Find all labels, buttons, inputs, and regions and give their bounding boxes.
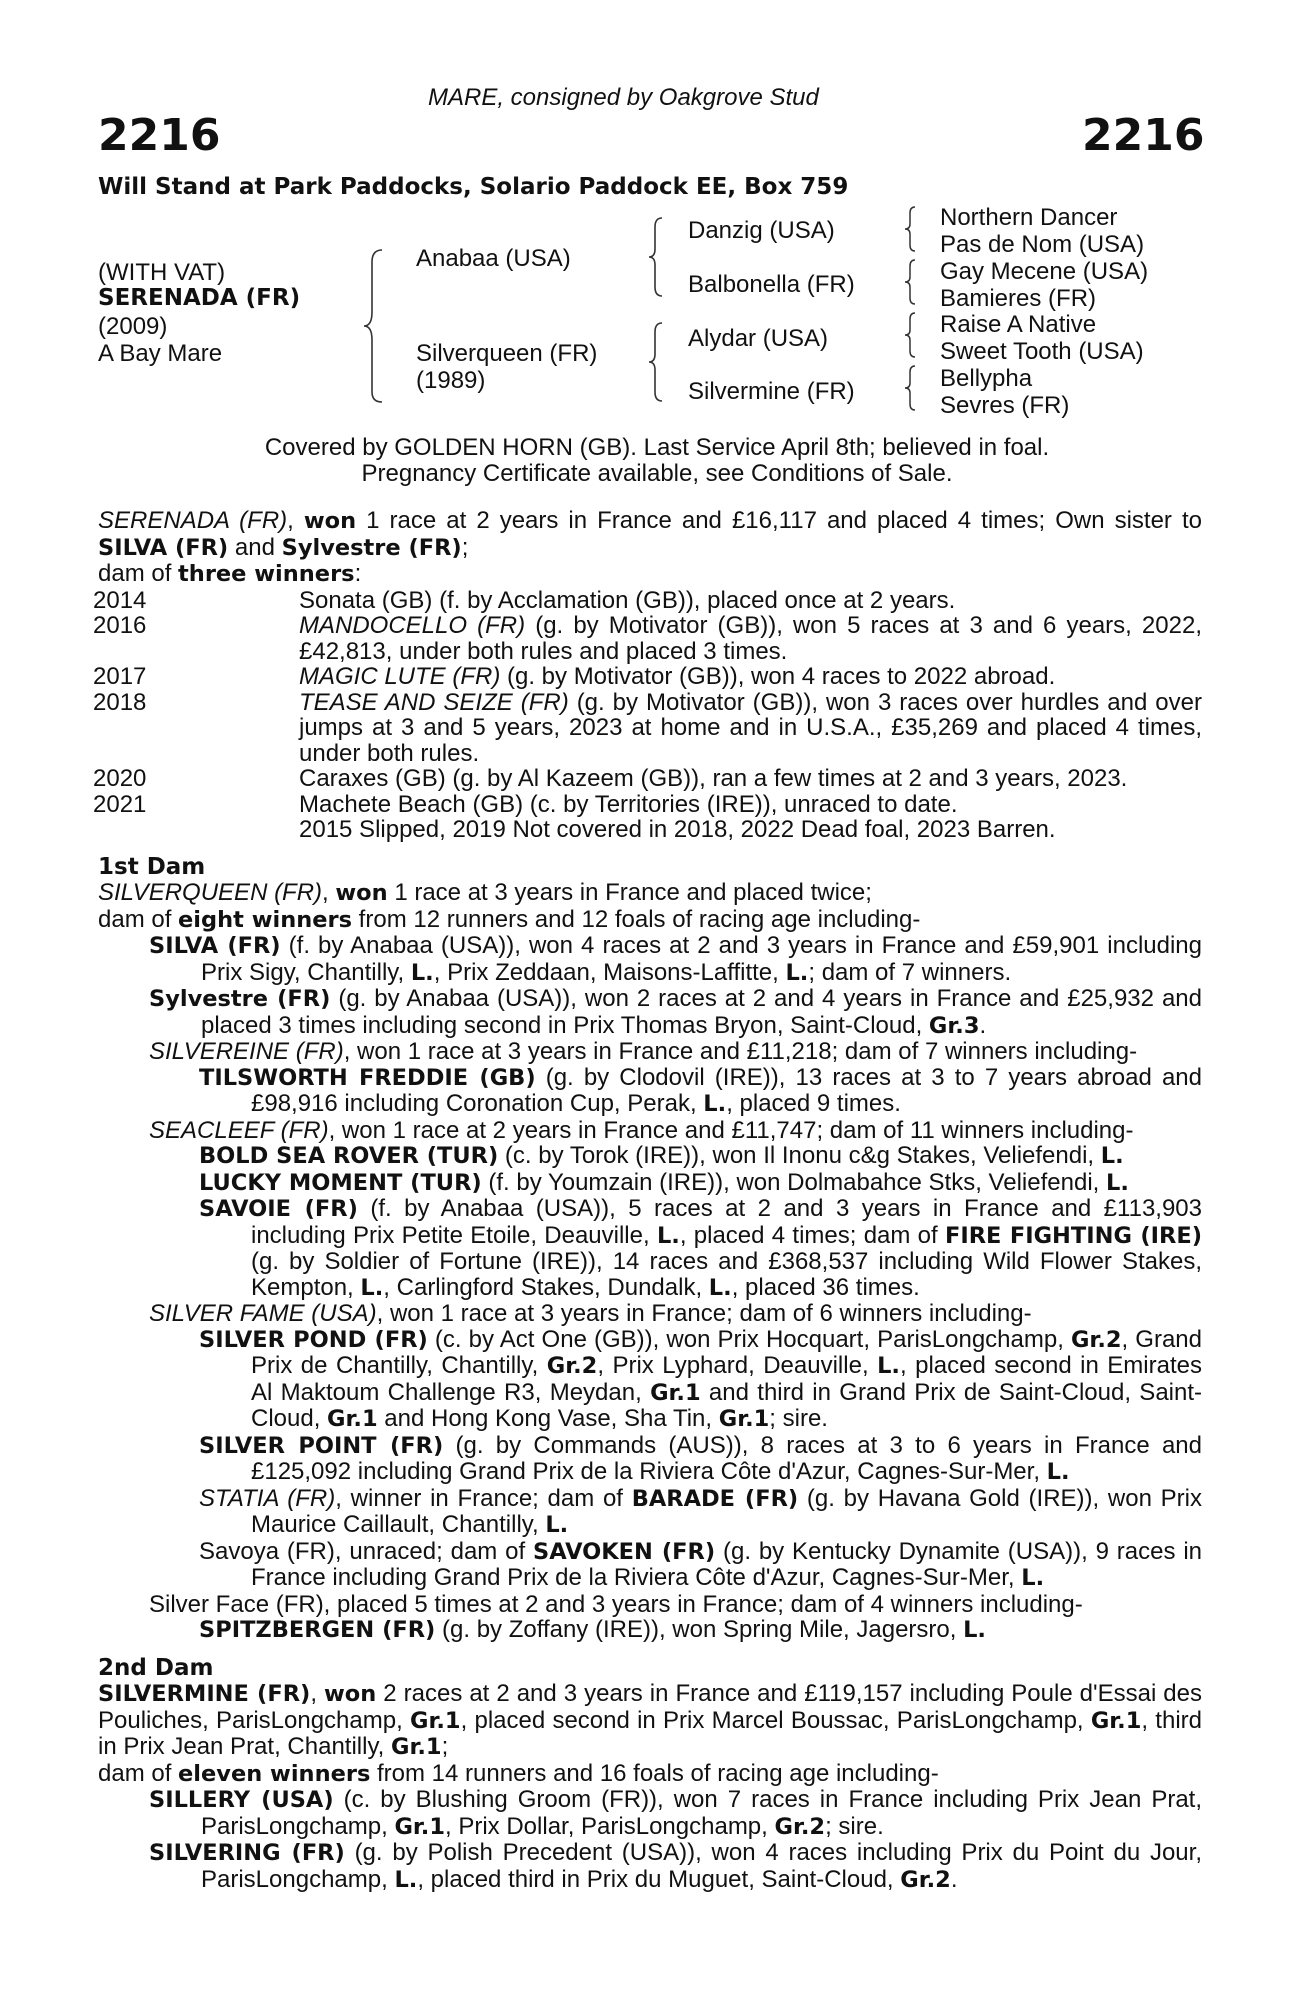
pedigree-ggs-1: Northern Dancer	[940, 204, 1118, 231]
first-dam-produce-summary: dam of eight winners from 12 runners and 12 foals of racing age including-	[98, 905, 921, 933]
pedigree-ggs-5: Raise A Native	[940, 311, 1097, 338]
produce-list	[93, 586, 1202, 818]
produce-name: TEASE AND SEIZE (FR)	[299, 688, 569, 716]
pedigree-brace-sire	[646, 215, 668, 299]
pedigree-brace-dam	[646, 320, 668, 404]
horse-name: SERENADA (FR)	[98, 285, 301, 311]
covered-line-1: Covered by GOLDEN HORN (GB). Last Service April 8th; believed in foal.	[264, 434, 1050, 461]
entry-silver-pond: SILVER POND (FR) (c. by Act One (GB)), won Prix Hocquart, ParisLongchamp, Gr.2, Grand Prix de Chantilly, Chantilly, Gr.2, Prix Lyphard, Deauville, L., placed second in Emirates Al Maktoum Challenge R3, Meydan, Gr.1 and third in Grand Prix de Saint-Cloud, Saint-Cloud, Gr.1 and Hong Kong Vase, Sha Tin, Gr.1; sire.	[199, 1325, 1202, 1432]
produce-name: Caraxes (GB)	[299, 765, 446, 792]
pedigree-brace-gg4	[902, 363, 920, 413]
consignor-line: MARE, consigned by Oakgrove Stud	[428, 84, 819, 111]
produce-details: (g. by Al Kazeem (GB)), ran a few times at 2 and 3 years, 2023.	[445, 765, 1128, 792]
lot-number-left: 2216	[98, 110, 221, 161]
pedigree-brace-main	[360, 246, 390, 406]
produce-year: 2014	[93, 586, 147, 614]
entry-silver-point: SILVER POINT (FR) (g. by Commands (AUS)), 8 races at 3 to 6 years in France and £125,092 including Grand Prix de la Riviera Côte d'Azur, Cagnes-Sur-Mer, L.	[199, 1431, 1202, 1485]
pedigree-ggs-8: Sevres (FR)	[940, 392, 1070, 419]
entry-lucky-moment: LUCKY MOMENT (TUR) (f. by Youmzain (IRE)), won Dolmabahce Stks, Veliefendi, L.	[199, 1168, 1129, 1196]
pedigree-granddam-1: Balbonella (FR)	[688, 271, 855, 298]
horse-year: (2009)	[98, 313, 168, 340]
pedigree-sire: Anabaa (USA)	[416, 245, 571, 272]
produce-item	[93, 663, 1202, 690]
lot-number-right: 2216	[1082, 110, 1205, 161]
mare-produce-summary: dam of three winners:	[98, 560, 362, 587]
barren-record: 2015 Slipped, 2019 Not covered in 2018, 2022 Dead foal, 2023 Barren.	[299, 816, 1056, 843]
produce-item	[93, 688, 1202, 767]
entry-seacleef: SEACLEEF (FR), won 1 race at 2 years in France and £11,747; dam of 11 winners including-	[149, 1116, 1134, 1144]
entry-savoya: Savoya (FR), unraced; dam of SAVOKEN (FR) (g. by Kentucky Dynamite (USA)), 9 races in France including Grand Prix de la Riviera Côte d'Azur, Cagnes-Sur-Mer, L.	[199, 1537, 1202, 1591]
pedigree-ggs-6: Sweet Tooth (USA)	[940, 338, 1144, 365]
entry-bold-sea-rover: BOLD SEA ROVER (TUR) (c. by Torok (IRE)), won Il Inonu c&g Stakes, Veliefendi, L.	[199, 1142, 1124, 1169]
horse-description: A Bay Mare	[98, 340, 223, 367]
produce-name: Machete Beach (GB)	[299, 790, 524, 818]
pedigree-brace-gg3	[902, 310, 920, 360]
covered-line-2: Pregnancy Certificate available, see Conditions of Sale.	[361, 460, 953, 487]
entry-silver-fame: SILVER FAME (USA), won 1 race at 3 years in France; dam of 6 winners including-	[149, 1300, 1032, 1327]
produce-details: (g. by Motivator (GB)), won 4 races to 2022 abroad.	[500, 663, 1056, 690]
pedigree-ggs-4: Bamieres (FR)	[940, 285, 1097, 312]
second-dam-record: SILVERMINE (FR), won 2 races at 2 and 3 years in France and £119,157 including Poule d'Essai des Pouliches, ParisLongchamp, Gr.1, placed second in Prix Marcel Boussac, ParisLongchamp, Gr.1, third in Prix Jean Prat, Chantilly, Gr.1;	[98, 1680, 1203, 1760]
produce-details: (c. by Territories (IRE)), unraced to date.	[523, 790, 958, 818]
produce-year: 2017	[93, 663, 147, 690]
entry-statia: STATIA (FR), winner in France; dam of BARADE (FR) (g. by Havana Gold (IRE)), won Prix Maurice Caillault, Chantilly, L.	[199, 1484, 1202, 1538]
pedigree-brace-gg1	[902, 204, 920, 254]
pedigree-grandsire-2: Alydar (USA)	[688, 325, 829, 352]
pedigree-ggs-2: Pas de Nom (USA)	[940, 231, 1145, 258]
entry-silver-face: Silver Face (FR), placed 5 times at 2 and 3 years in France; dam of 4 winners including-	[149, 1590, 1083, 1618]
entry-spitzbergen: SPITZBERGEN (FR) (g. by Zoffany (IRE)), won Spring Mile, Jagersro, L.	[199, 1616, 986, 1643]
produce-item	[93, 790, 1202, 818]
pedigree-brace-gg2	[902, 257, 920, 307]
entry-silvering: SILVERING (FR) (g. by Polish Precedent (USA)), won 4 races including Prix du Point du Jour, ParisLongchamp, L., placed third in Prix du Muguet, Saint-Cloud, Gr.2.	[149, 1839, 1202, 1893]
produce-year: 2018	[93, 688, 147, 716]
second-dam-heading: 2nd Dam	[98, 1654, 214, 1681]
second-dam-produce-summary: dam of eleven winners from 14 runners and 16 foals of racing age including-	[98, 1759, 939, 1787]
produce-name: Sonata (GB)	[299, 586, 433, 614]
pedigree-dam: Silverqueen (FR)	[416, 340, 598, 367]
first-dam-record: SILVERQUEEN (FR), won 1 race at 3 years in France and placed twice;	[98, 879, 872, 906]
first-dam-heading: 1st Dam	[98, 853, 206, 880]
produce-details: (g. by Motivator (GB)), won 3 races over hurdles and over jumps at 3 and 5 years, 2023 at home and in U.S.A., £35,269 and placed 4 times, under both rules.	[299, 688, 1202, 767]
entry-sillery: SILLERY (USA) (c. by Blushing Groom (FR)), won 7 races in France including Prix Jean Prat, ParisLongchamp, Gr.1, Prix Dollar, ParisLongchamp, Gr.2; sire.	[149, 1786, 1203, 1840]
produce-year: 2016	[93, 612, 147, 639]
produce-item	[93, 765, 1202, 792]
vat-note: (WITH VAT)	[98, 259, 226, 286]
produce-year: 2021	[93, 790, 147, 818]
mare-record: SERENADA (FR), won 1 race at 2 years in France and £16,117 and placed 4 times; Own sister to SILVA (FR) and Sylvestre (FR);	[98, 507, 1202, 561]
produce-details: (g. by Motivator (GB)), won 5 races at 3 and 6 years, 2022, £42,813, under both rules and placed 3 times.	[299, 612, 1202, 665]
produce-year: 2020	[93, 765, 147, 792]
entry-sylvestre: Sylvestre (FR) (g. by Anabaa (USA)), won 2 races at 2 and 4 years in France and £25,932 and placed 3 times including second in Prix Thomas Bryon, Saint-Cloud, Gr.3.	[149, 985, 1202, 1039]
produce-details: (f. by Acclamation (GB)), placed once at 2 years.	[432, 586, 956, 614]
produce-item	[93, 586, 1202, 614]
produce-name: MAGIC LUTE (FR)	[299, 663, 501, 690]
pedigree-grandsire-1: Danzig (USA)	[688, 217, 835, 244]
pedigree-ggs-3: Gay Mecene (USA)	[940, 258, 1149, 285]
pedigree-dam-year: (1989)	[416, 367, 486, 394]
stand-location: Will Stand at Park Paddocks, Solario Paddock EE, Box 759	[98, 174, 849, 200]
pedigree-granddam-2: Silvermine (FR)	[688, 378, 855, 405]
catalogue-body	[93, 507, 1203, 1893]
produce-item	[93, 612, 1202, 665]
entry-silvereine: SILVEREINE (FR), won 1 race at 3 years in France and £11,218; dam of 7 winners including-	[149, 1038, 1138, 1065]
entry-tilsworth-freddie: TILSWORTH FREDDIE (GB) (g. by Clodovil (IRE)), 13 races at 3 to 7 years abroad and £98,916 including Coronation Cup, Perak, L., placed 9 times.	[199, 1063, 1202, 1117]
produce-name: MANDOCELLO (FR)	[299, 612, 526, 639]
entry-silva: SILVA (FR) (f. by Anabaa (USA)), won 4 races at 2 and 3 years in France and £59,901 including Prix Sigy, Chantilly, L., Prix Zeddaan, Maisons-Laffitte, L.; dam of 7 winners.	[149, 932, 1203, 986]
pedigree-ggs-7: Bellypha	[940, 365, 1033, 392]
entry-savoie: SAVOIE (FR) (f. by Anabaa (USA)), 5 races at 2 and 3 years in France and £113,903 including Prix Petite Etoile, Deauville, L., placed 4 times; dam of FIRE FIGHTING (IRE) (g. by Soldier of Fortune (IRE)), 14 races and £368,537 including Wild Flower Stakes, Kempton, L., Carlingford Stakes, Dundalk, L., placed 36 times.	[199, 1195, 1203, 1301]
